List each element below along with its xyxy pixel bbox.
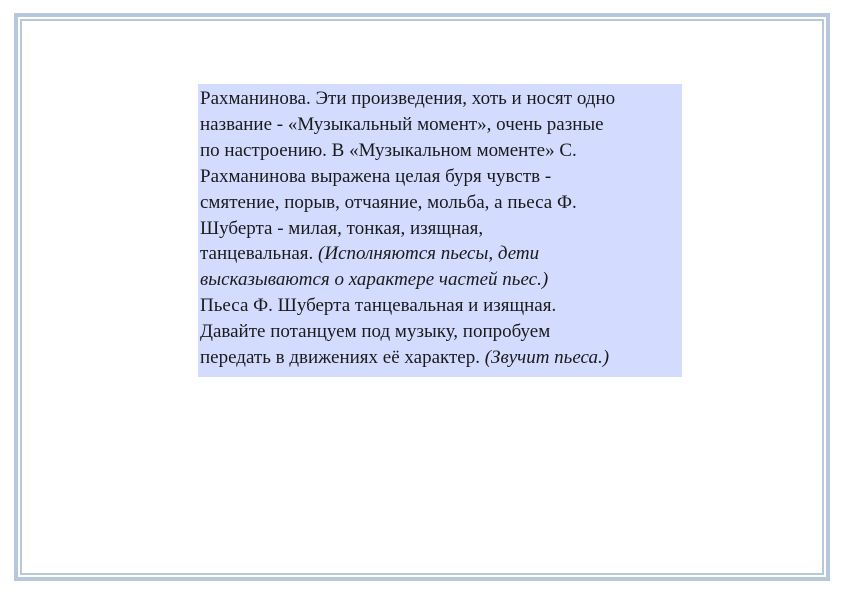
- text-line: [200, 112, 682, 138]
- text-line: [200, 319, 682, 345]
- text-run: смятение, порыв, отчаяние, мольба, а пьеса Ф.: [200, 191, 577, 213]
- text-line: [200, 138, 682, 164]
- text-line: [200, 190, 682, 216]
- text-line: [200, 267, 682, 293]
- text-run: Пьеса Ф. Шуберта танцевальная и изящная.: [200, 295, 557, 317]
- text-run: название - «Музыкальный момент», очень разные: [200, 113, 604, 135]
- text-run: Давайте потанцуем под музыку, попробуем: [200, 321, 551, 343]
- slide-text-block: [198, 84, 682, 377]
- italic-stage-direction: (Звучит пьеса.): [484, 347, 610, 369]
- text-line: [200, 216, 682, 242]
- italic-stage-direction: (Исполняются пьесы, дети: [318, 243, 540, 265]
- text-run: Рахманинова выражена целая буря чувств -: [200, 165, 552, 187]
- italic-stage-direction: высказываются о характере частей пьес.): [200, 269, 549, 291]
- text-run: танцевальная.: [200, 243, 319, 265]
- text-run: Шуберта - милая, тонкая, изящная,: [200, 217, 484, 239]
- text-line: [200, 293, 682, 319]
- text-run: передать в движениях её характер.: [200, 347, 485, 369]
- text-line: [200, 345, 682, 371]
- text-line: [200, 164, 682, 190]
- text-line: [200, 86, 682, 112]
- text-run: по настроению. В «Музыкальном моменте» С.: [200, 139, 577, 161]
- text-run: Рахманинова. Эти произведения, хоть и носят одно: [200, 88, 616, 109]
- text-line: [200, 241, 682, 267]
